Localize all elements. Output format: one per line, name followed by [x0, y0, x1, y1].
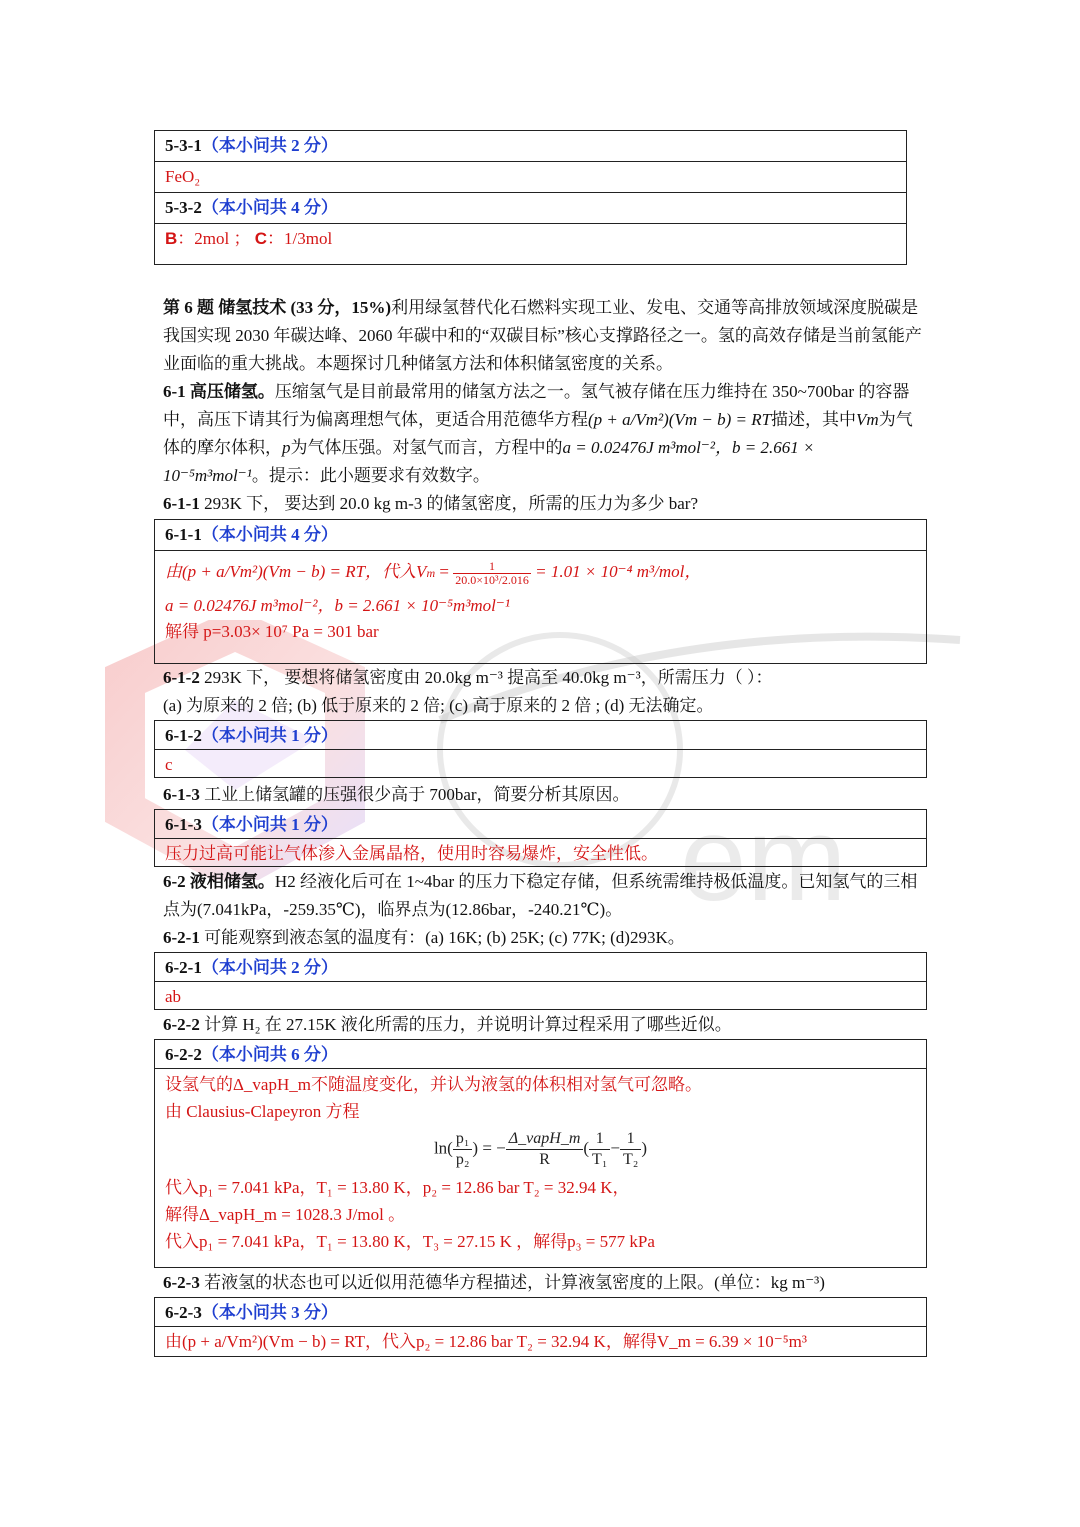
question-6-1-1: 6-1-1 293K 下， 要达到 20.0 kg m-3 的储氢密度，所需的压力为多少 bar?	[163, 494, 698, 513]
answer-box-5-3	[154, 130, 907, 265]
section-6-1-text: 6-1 高压储氢。压缩氢气是目前最常用的储氢方法之一。氢气被存储在压力维持在 350~700bar 的容器中，高压下请其行为偏离理想气体，更适合用范德华方程(p + a/Vm²)(Vm − b) = RT描述，其中Vm为气体的摩尔体积，p为气体压强。对氢气而言，方程中的a = 0.02476J m³mol⁻²，b = 2.661 × 10⁻⁵m³mol⁻¹。提示：此小题要求有效数字。	[163, 382, 913, 485]
answer-box-6-1-2	[154, 720, 927, 778]
answer-box-6-2-3	[154, 1297, 927, 1357]
answer-6-2-2: 设氢气的Δ_vapH_m不随温度变化，并认为液氢的体积相对氢气可忽略。 由 Clausius-Clapeyron 方程 ln( $\frac{\text{p₁}}{\text{p₂}}$ ) = − Δ_vapH_m R ( $\frac{1}{\text{T₁}}$ − $\frac{1}{\text{T₂}}$ ) 代入p₁ = 7.041 kPa，T₁ = 13.80 K，p₂ = 12.86 bar T₂ = 32.94 K， 解得Δ_vapH_m = 1028.3 J/mol 。 代入p₁ = 7.041 kPa，T₁ = 13.80 K，T₃ = 27.15 K ，解得p₃ = 577 kPa	[155, 1069, 926, 1257]
answer-6-1-3: 压力过高可能让气体渗入金属晶格，使用时容易爆炸，安全性低。	[165, 844, 658, 863]
answer-header-6-1-1: 6-1-1（本小问共 4 分）	[155, 520, 926, 551]
question-6-title: 第 6 题 储氢技术 (33 分，15%)	[163, 298, 392, 317]
answer-header-5-3-1: 5-3-1（本小问共 2 分）	[155, 131, 906, 162]
question-6-2-1: 6-2-1 可能观察到液态氢的温度有：(a) 16K; (b) 25K; (c) 77K; (d)293K。	[163, 928, 685, 947]
question-6-1-2: 6-1-2 293K 下， 要想将储氢密度由 20.0kg m⁻³ 提高至 40.0kg m⁻³，所需压力（ ）： (a) 为原来的 2 倍; (b) 低于原来的 2 倍; (c) 高于原来的 2 倍 ; (d) 无法确定。	[163, 668, 773, 715]
answer-5-3-2: B：2mol ； C：1/3mol	[165, 229, 333, 248]
section-6-2-text: 6-2 液相储氢。H2 经液化后可在 1~4bar 的压力下稳定存储，但系统需维持极低温度。已知氢气的三相点为(7.041kPa，-259.35℃)，临界点为(12.86bar，-240.21℃)。	[163, 872, 918, 919]
question-6-intro: 第 6 题 储氢技术 (33 分，15%)利用绿氢替代化石燃料实现工业、发电、交通等高排放领域深度脱碳是我国实现 2030 年碳达峰、2060 年碳中和的“双碳目标”核心支撑路径之一。氢的高效存储是当前氢能产业面临的重大挑战。本题探讨几种储氢方法和体积储氢密度的关系。	[163, 298, 922, 373]
answer-header-6-2-3: 6-2-3（本小问共 3 分）	[155, 1298, 926, 1327]
section-6-1-title: 6-1 高压储氢。	[163, 382, 275, 401]
answer-6-1-2: c	[165, 755, 173, 774]
answer-header-6-1-3: 6-1-3（本小问共 1 分）	[155, 810, 926, 839]
question-6-2-2: 6-2-2 计算 H₂ 在 27.15K 液化所需的压力，并说明计算过程采用了哪些近似。	[163, 1015, 732, 1034]
answer-6-1-1: 由(p + a/Vm²)(Vm − b) = RT，代入Vm = $\frac{1}{\text{20.0×10³/2.016}}$ = 1.01 × 10⁻⁴ m³/mol， a = 0.02476J m³mol⁻²，b = 2.661 × 10⁻⁵m³mol⁻¹ 解得 p=3.03× 10⁷ Pa = 301 bar	[165, 558, 702, 641]
answer-header-5-3-2: 5-3-2（本小问共 4 分）	[155, 193, 906, 224]
answer-6-2-1: ab	[165, 987, 182, 1006]
answer-header-6-1-2: 6-1-2（本小问共 1 分）	[155, 721, 926, 750]
answer-box-6-1-1	[154, 519, 927, 664]
answer-5-3-1: FeO₂	[155, 162, 906, 193]
answer-box-6-2-2	[154, 1039, 927, 1268]
question-6-1-3: 6-1-3 工业上储氢罐的压强很少高于 700bar，简要分析其原因。	[163, 785, 630, 804]
answer-header-6-2-1: 6-2-1（本小问共 2 分）	[155, 953, 926, 982]
answer-header-6-2-2: 6-2-2（本小问共 6 分）	[155, 1040, 926, 1069]
clausius-clapeyron-equation: ln( $\frac{\text{p₁}}{\text{p₂}}$ ) = − Δ_vapH_m R ( $\frac{1}{\text{T₁}}$ − $\frac{1}{\text{T₂}}$ )	[433, 1130, 648, 1168]
answer-box-6-1-3	[154, 809, 927, 867]
answer-box-6-2-1	[154, 952, 927, 1010]
question-6-2-3: 6-2-3 若液氢的状态也可以近似用范德华方程描述，计算液氢密度的上限。(单位：kg m⁻³)	[163, 1273, 825, 1292]
answer-6-2-3: 由(p + a/Vm²)(Vm − b) = RT，代入p₂ = 12.86 bar T₂ = 32.94 K，解得V_m = 6.39 × 10⁻⁵m³	[165, 1332, 807, 1351]
svg-text:em: em	[680, 792, 847, 920]
section-6-2-title: 6-2 液相储氢。	[163, 872, 275, 891]
